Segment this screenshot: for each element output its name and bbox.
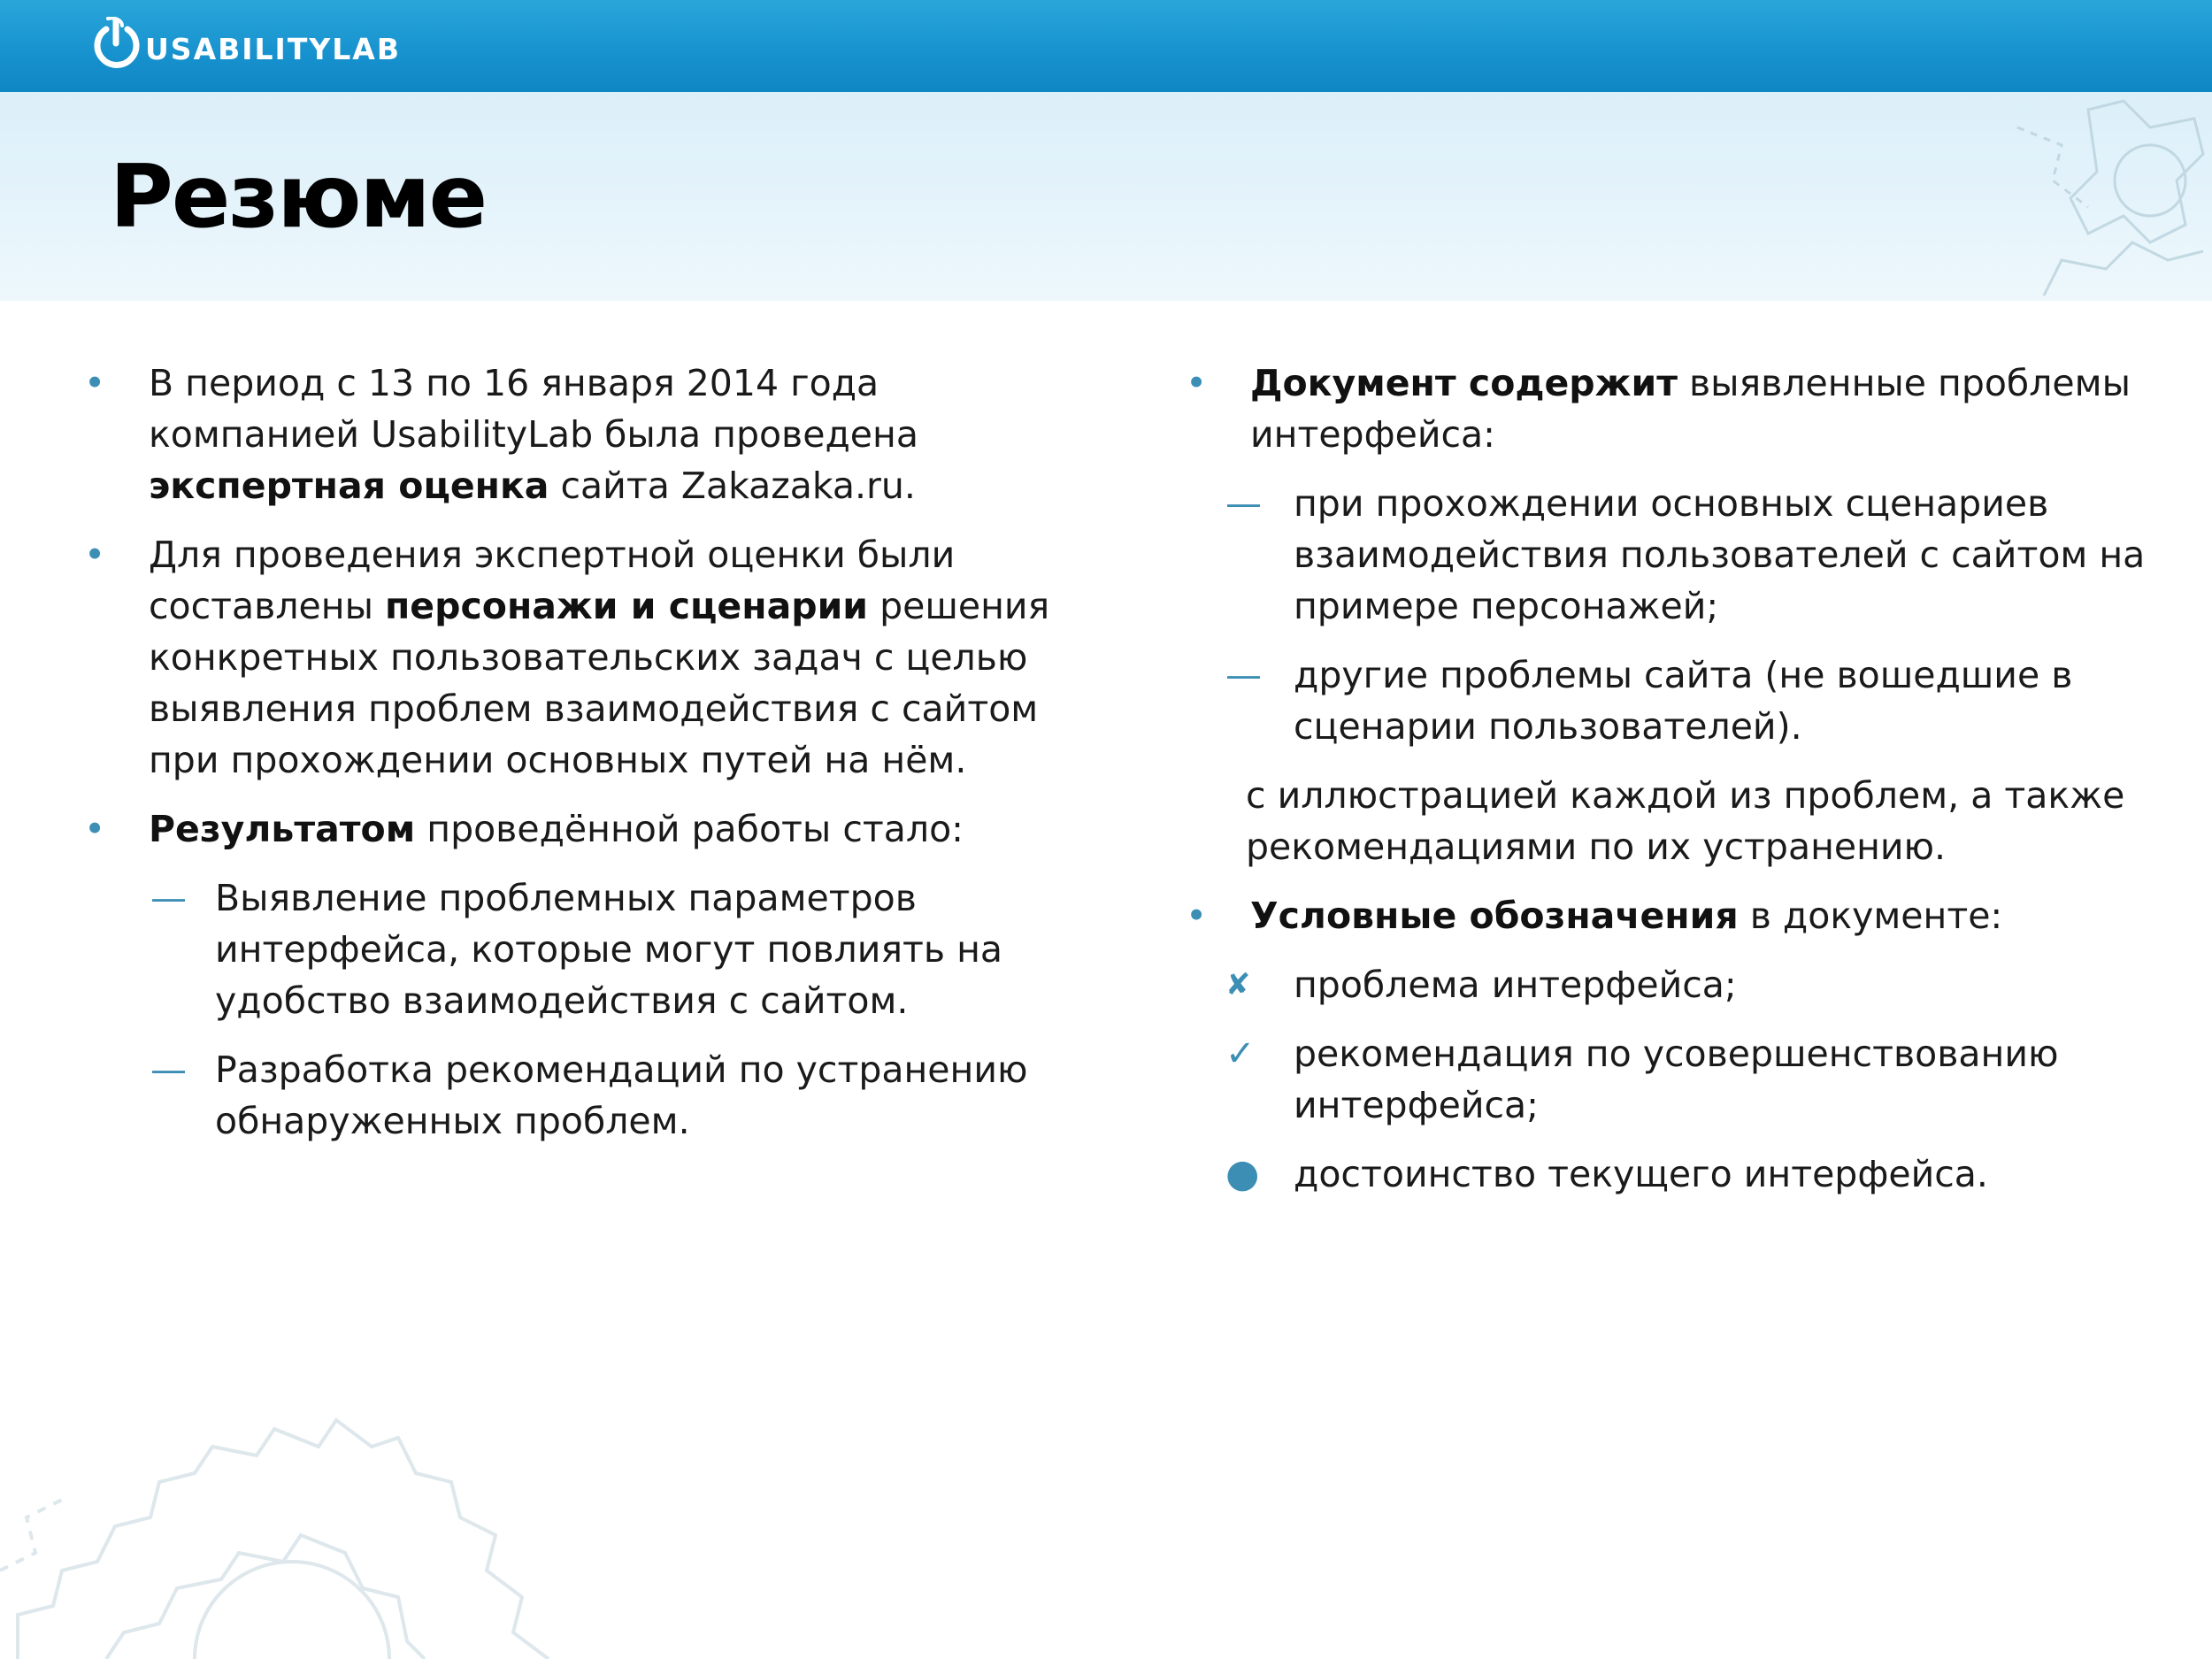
bullet-icon: •	[84, 362, 106, 404]
item-bold-text: персонажи и сценарии	[384, 585, 869, 627]
dash-icon: —	[150, 1048, 187, 1091]
item-text: проведённой работы стало:	[415, 808, 964, 850]
item-bold-text: Условные обозначения	[1250, 895, 1739, 937]
item-bold-text: Документ содержит	[1250, 362, 1678, 404]
bullet-icon: •	[1186, 362, 1208, 404]
item-text: достоинство текущего интерфейса.	[1294, 1153, 1988, 1195]
dash-icon: —	[1225, 654, 1262, 696]
logo	[88, 12, 401, 80]
item-text: при прохождении основных сценариев взаимодействия пользователей с сайтом на примере персонажей;	[1294, 482, 2146, 627]
legend-item-problem	[1186, 959, 2177, 1010]
bullet-icon: •	[1186, 895, 1208, 937]
plain-paragraph: с иллюстрацией каждой из проблем, а также рекомендациями по их устранению.	[1246, 774, 2125, 868]
right-column	[1186, 357, 2177, 1217]
red-cross-icon: ✘	[1225, 967, 1251, 1002]
sub-list-item	[84, 1044, 1075, 1147]
item-text: В период с 13 по 16 января 2014 года компанией UsabilityLab была проведена	[149, 362, 918, 456]
bullet-icon: •	[84, 534, 106, 576]
sub-list-item	[84, 872, 1075, 1026]
list-item	[84, 803, 1075, 855]
dash-icon: —	[1225, 482, 1262, 525]
item-text: проблема интерфейса;	[1294, 964, 1737, 1006]
title-band	[0, 92, 2212, 301]
logo-text: USABILITYLAB	[145, 31, 401, 66]
sub-list-item	[1186, 478, 2177, 632]
gear-decoration-bottom	[0, 1394, 619, 1659]
item-bold-text: экспертная оценка	[149, 465, 549, 507]
item-bold-text: Результатом	[149, 808, 416, 850]
list-item	[84, 357, 1075, 511]
legend-item-advantage	[1186, 1148, 2177, 1200]
item-text: решения конкретных пользовательских задач с целью выявления проблем взаимодействия с сайтом при прохождении основных путей на нём.	[149, 585, 1050, 781]
item-text: рекомендация по усовершенствованию интерфейса;	[1294, 1033, 2059, 1126]
header-bar	[0, 0, 2212, 92]
sub-list-item	[1186, 649, 2177, 752]
list-item	[84, 529, 1075, 786]
list-item	[1186, 357, 2177, 460]
bullet-icon: •	[84, 808, 106, 850]
power-swirl-logo-icon	[88, 17, 143, 75]
page-title: Резюме	[110, 147, 487, 248]
dash-icon: —	[150, 877, 187, 919]
item-text: в документе:	[1738, 895, 2003, 937]
item-text: выявленные проблемы интерфейса:	[1250, 362, 2131, 456]
green-check-icon: ✓	[1225, 1033, 1256, 1074]
item-text: сайта Zakazaka.ru.	[549, 465, 916, 507]
item-text: Выявление проблемных параметров интерфейса, которые могут повлиять на удобство взаимодействия с сайтом.	[215, 877, 1003, 1022]
left-column	[84, 357, 1075, 1164]
green-dot-icon: ●	[1225, 1151, 1260, 1196]
item-text: Для проведения экспертной оценки были составлены	[149, 534, 956, 627]
legend-item-recommendation	[1186, 1028, 2177, 1131]
item-text: Разработка рекомендаций по устранению обнаруженных проблем.	[215, 1048, 1028, 1142]
item-text: другие проблемы сайта (не вошедшие в сценарии пользователей).	[1294, 654, 2073, 748]
list-item	[1186, 890, 2177, 941]
gear-decoration	[1911, 92, 2212, 301]
